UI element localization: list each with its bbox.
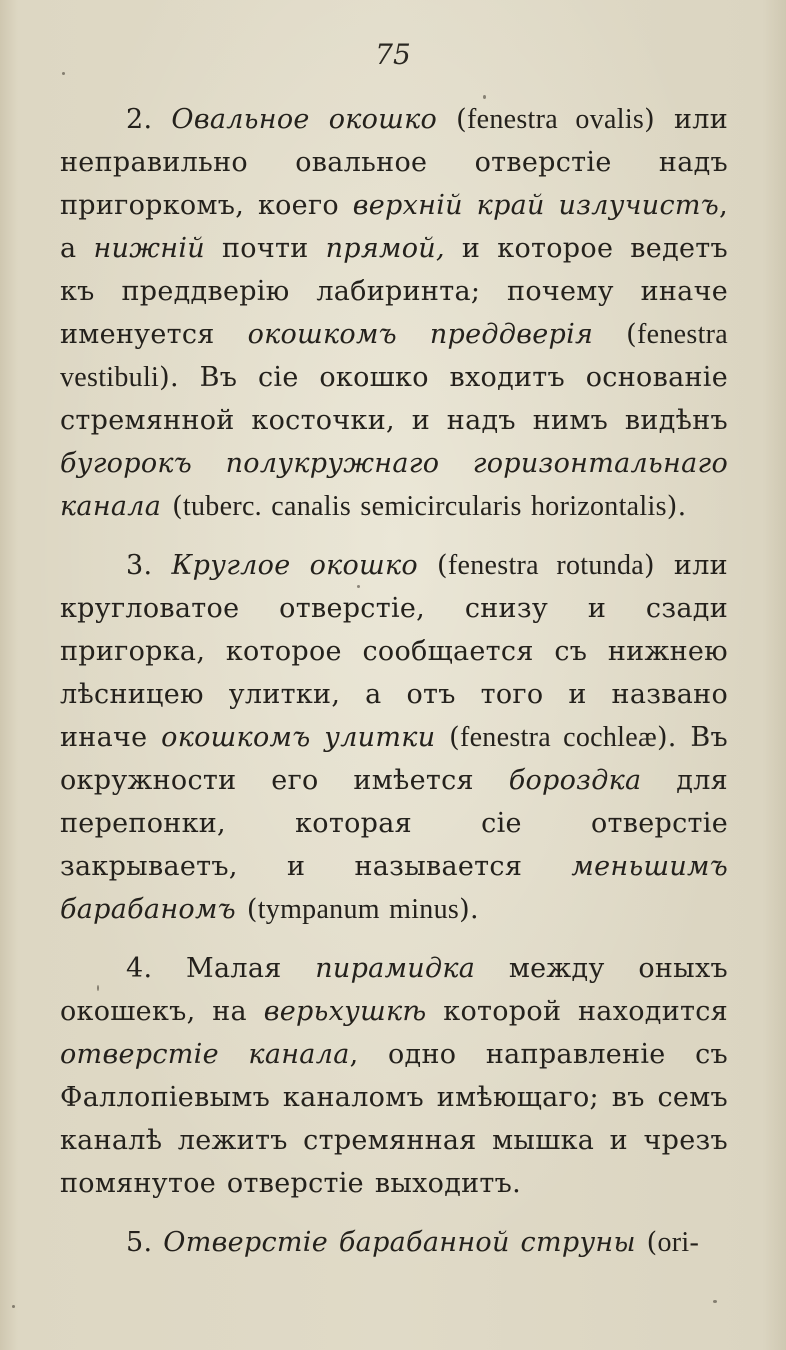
term: пирамидка — [315, 953, 476, 984]
latin-term: tympanum minus — [257, 894, 460, 925]
term: окошкомъ улитки — [161, 722, 436, 753]
term: верьхушкѣ — [263, 996, 427, 1027]
text-run: , одно направленіе съ Фаллопіевымъ каналомъ имѣющаго; въ семъ каналѣ лежитъ стремянная мышка и чрезъ помянутое отверстіе выходитъ. — [60, 1039, 728, 1199]
term: Круглое окошко — [171, 550, 418, 581]
paragraph-number: 3. — [126, 550, 153, 581]
term: меньшимъ барабаномъ — [60, 851, 728, 925]
paragraph-number: 2. — [126, 104, 153, 135]
text-run: ) или кругловатое отверстіе, снизу и сзади пригорка, которое сообщается съ нижнею лѣсницею улитки, а отъ того и названо иначе — [60, 550, 728, 753]
paragraph-3 — [60, 544, 728, 931]
text-run: ). — [459, 894, 479, 925]
text-run: и которое ведетъ къ преддверію лабиринта; почему иначе именуется — [60, 233, 728, 350]
text-run: ( — [161, 491, 183, 522]
term: окошкомъ преддверія — [247, 319, 594, 350]
text-run: ). Въ окружности его имѣется — [60, 722, 728, 796]
text-run: ( — [635, 1227, 658, 1258]
text-run: ( — [593, 319, 637, 350]
text-run: ( — [437, 104, 467, 135]
paragraph-2 — [60, 98, 728, 528]
term: отверстіе канала — [60, 1039, 350, 1070]
text-run: ) или неправильно овальное отверстіе надъ пригоркомъ, коего — [60, 104, 729, 221]
paper-speck — [12, 1305, 15, 1308]
text-run: ). — [666, 491, 687, 522]
paper-speck — [97, 985, 99, 991]
paper-speck — [357, 585, 360, 588]
latin-term: fenestra cochleæ — [459, 722, 657, 753]
paper-speck — [713, 1300, 717, 1303]
term: Овальное окошко — [171, 104, 438, 135]
text-run: ( — [417, 550, 448, 581]
text-run: ( — [435, 722, 460, 753]
page-number: 75 — [375, 38, 411, 71]
paragraph-4 — [60, 947, 728, 1205]
paper-speck — [62, 72, 65, 75]
latin-term: fenestra vestibuli — [60, 319, 729, 393]
paragraph-number: 4. — [126, 953, 153, 984]
paragraph-5 — [60, 1221, 728, 1264]
latin-term: ori- — [657, 1227, 700, 1258]
text-run: для перепонки, которая сіе отверстіе закрываетъ, и называется — [60, 765, 728, 882]
text-run: ( — [235, 894, 258, 925]
text-run: ). Въ сіе окошко входитъ основаніе стремянной косточки, и надъ нимъ видѣнъ — [60, 362, 728, 436]
term: Отверстіе барабанной струны — [163, 1227, 636, 1258]
term: нижній — [93, 233, 205, 264]
latin-term: tuberc. canalis semicircularis horizontalis — [182, 491, 667, 522]
text-body — [60, 98, 728, 1264]
paragraph-number: 5. — [126, 1227, 153, 1258]
term: бороздка — [508, 765, 642, 796]
paper-speck — [483, 95, 486, 99]
term: верхній край излучистъ — [352, 190, 720, 221]
text-run: между оныхъ окошекъ, на — [60, 953, 728, 1027]
text-run: которой находится — [426, 996, 728, 1027]
text-run: почти — [204, 233, 326, 264]
text-run: , а — [60, 190, 728, 264]
text-run: Малая — [186, 953, 316, 984]
term: прямой, — [325, 233, 445, 264]
latin-term: fenestra rotunda — [447, 550, 645, 581]
term: бугорокъ полукружнаго горизонтальнаго канала — [60, 448, 728, 522]
latin-term: fenestra ovalis — [466, 104, 645, 135]
